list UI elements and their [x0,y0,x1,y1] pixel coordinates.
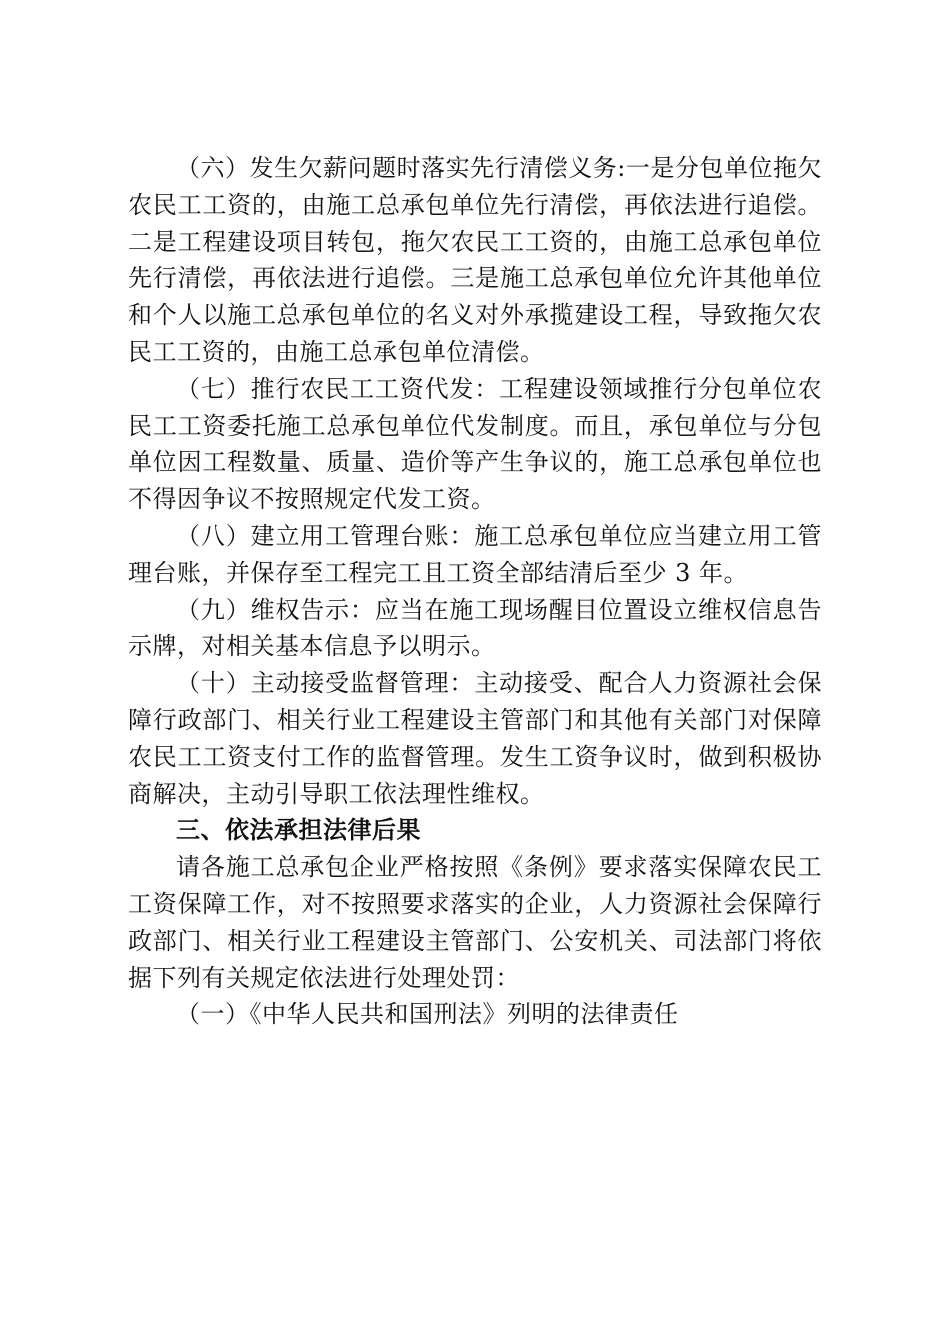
section-3-item-1: （一）《中华人民共和国刑法》列明的法律责任 [176,1000,679,1029]
section-heading-3: 三、依法承担法律后果 [176,815,421,845]
paragraph-item-10: （十）主动接受监督管理：主动接受、配合人力资源社会保障行政部门、相关行业工程建设主管部门和其他有关部门对保障农民工工资支付工作的监督管理。发生工资争议时，做到积极协商解决，主动引导职工依法理性维权。 [128,669,822,808]
paragraph-item-8: （八）建立用工管理台账：施工总承包单位应当建立用工管理台账，并保存至工程完工且工资全部结清后至少 3 年。 [128,521,822,587]
paragraph-item-9: （九）维权告示：应当在施工现场醒目位置设立维权信息告示牌，对相关基本信息予以明示。 [128,595,822,661]
paragraph-item-6: （六）发生欠薪问题时落实先行清偿义务:一是分包单位拖欠农民工工资的，由施工总承包单位先行清偿，再依法进行追偿。二是工程建设项目转包，拖欠农民工工资的，由施工总承包单位先行清偿，再依法进行追偿。三是施工总承包单位允许其他单位和个人以施工总承包单位的名义对外承揽建设工程，导致拖欠农民工工资的，由施工总承包单位清偿。 [128,154,822,366]
section-3-intro-paragraph: 请各施工总承包企业严格按照《条例》要求落实保障农民工工资保障工作，对不按照要求落实的企业，人力资源社会保障行政部门、相关行业工程建设主管部门、公安机关、司法部门将依据下列有关规定依法进行处理处罚： [128,853,822,992]
paragraph-item-7: （七）推行农民工工资代发：工程建设领域推行分包单位农民工工资委托施工总承包单位代发制度。而且，承包单位与分包单位因工程数量、质量、造价等产生争议的，施工总承包单位也不得因争议不按照规定代发工资。 [128,374,822,514]
document-body [128,150,822,1033]
